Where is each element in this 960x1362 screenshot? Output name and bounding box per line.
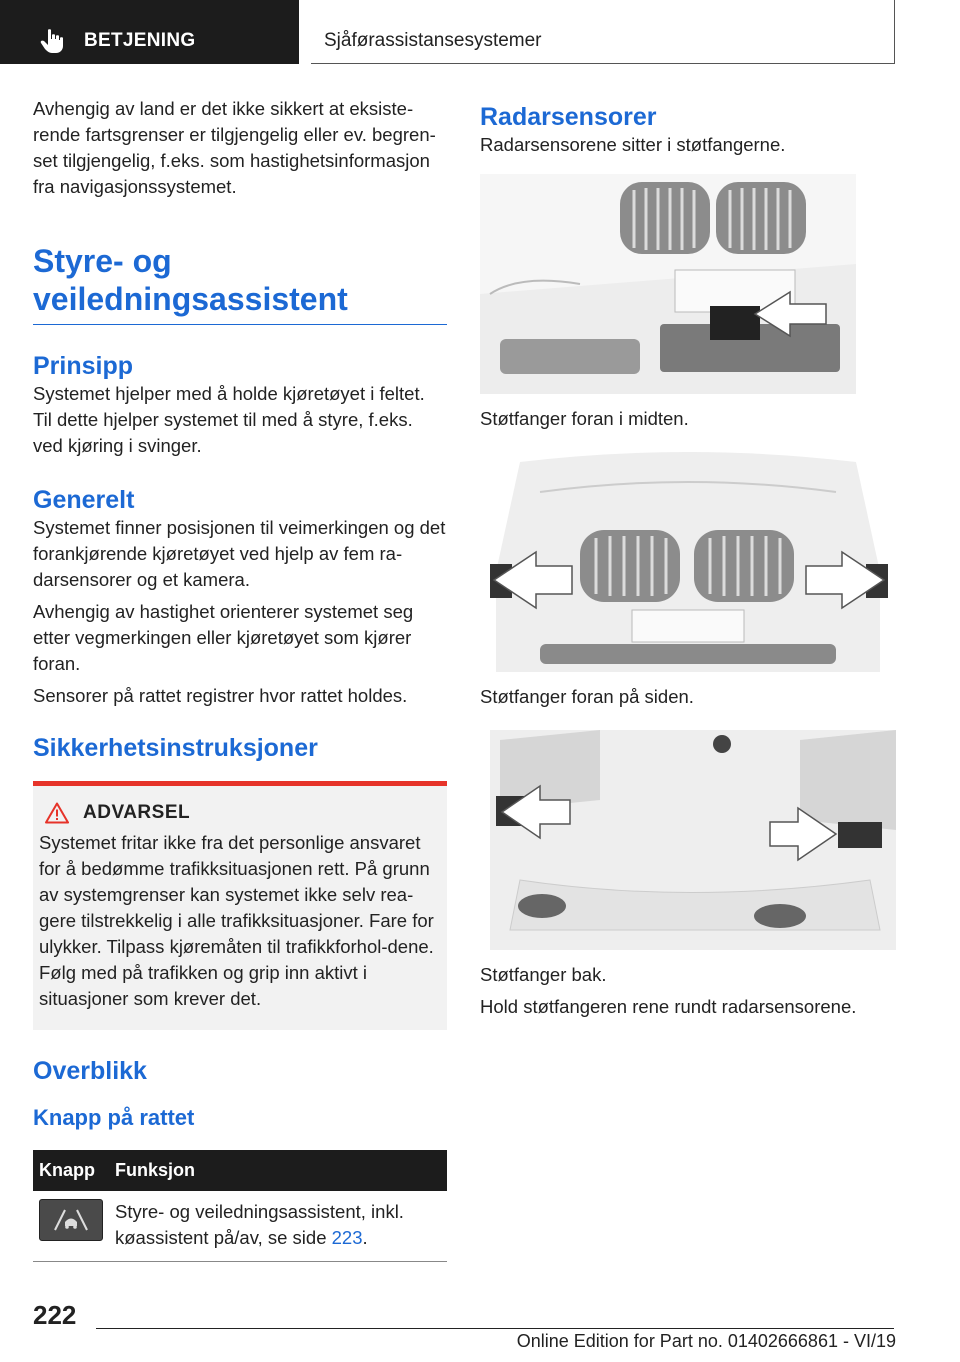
- left-column: [33, 96, 447, 1262]
- footer-rule: [96, 1328, 894, 1329]
- knapp-heading: Knapp på rattet: [33, 1105, 195, 1130]
- warning-title: ADVARSEL: [83, 802, 191, 823]
- table-cell-function: [109, 1191, 447, 1262]
- prinsipp-paragraph: Systemet hjelper med å holde kjøretøyet i feltet. Til dette hjelper systemet til med å styre, f.eks. ved kjøring i svinger.: [33, 383, 425, 456]
- function-text: Styre- og veiledningsassistent, inkl. køassistent på/av, se side: [115, 1201, 404, 1248]
- table-cell-button: [33, 1191, 109, 1262]
- caption-front-center: Støtfanger foran i midten.: [480, 408, 689, 429]
- radar-paragraph: Radarsensorene sitter i støtfangerne.: [480, 134, 786, 155]
- function-text-end: .: [362, 1227, 368, 1248]
- table-row: [33, 1191, 447, 1262]
- chapter-title-line2: veiledningsassistent: [33, 281, 348, 317]
- rear-bumper-image: [480, 730, 896, 950]
- caption-front-side: Støtfanger foran på siden.: [480, 686, 694, 707]
- generelt-paragraph-2: Avhengig av hastighet orienterer systemet seg etter vegmerkingen eller kjøretøyet som kjører foran.: [33, 601, 414, 674]
- generelt-paragraph-3: Sensorer på rattet registrer hvor rattet holdes.: [33, 685, 408, 706]
- chapter-title-line1: Styre- og: [33, 243, 172, 279]
- sikkerhet-heading: Sikkerhetsinstruksjoner: [33, 734, 318, 762]
- right-column: [480, 102, 896, 1020]
- chapter-title: [33, 242, 447, 325]
- table-head-funksjon: Funksjon: [109, 1150, 447, 1191]
- front-center-bumper-image: [480, 174, 856, 394]
- subsection-header: [311, 0, 895, 64]
- section-tab: [0, 0, 299, 64]
- lane-assist-icon: [51, 1206, 91, 1234]
- subsection-title: Sjåførassistansesystemer: [324, 30, 542, 51]
- button-table: [33, 1150, 447, 1262]
- page-link-223[interactable]: 223: [331, 1227, 363, 1248]
- table-header-row: [33, 1150, 447, 1191]
- prinsipp-heading: Prinsipp: [33, 352, 134, 380]
- warning-text: Systemet fritar ikke fra det personlige ansvaret for å bedømme trafikksituasjonen rett. På grunn av systemgrenser kan systemet ikke selv rea-gere tilstrekkelig i alle trafikksituasjoner. Fare for ulykker. Tilpass kjøremåten til trafikkforhol-dene. Følg med på trafikken og grip inn aktivt i situasjoner som krever det.: [39, 832, 434, 1009]
- radar-heading: Radarsensorer: [480, 103, 657, 131]
- final-paragraph: Hold støtfangeren rene rundt radarsensorene.: [480, 996, 857, 1017]
- edition-text: Online Edition for Part no. 01402666861 - VI/19: [516, 1331, 896, 1351]
- hand-icon: [40, 28, 66, 54]
- section-title: BETJENING: [84, 30, 196, 51]
- table-head-knapp: Knapp: [33, 1150, 109, 1191]
- generelt-heading: Generelt: [33, 486, 135, 514]
- warning-box: [33, 781, 447, 1030]
- warning-header: [39, 802, 439, 824]
- caption-rear: Støtfanger bak.: [480, 964, 607, 985]
- overblikk-heading: Overblikk: [33, 1057, 147, 1085]
- steering-assist-button-icon: [39, 1199, 103, 1241]
- generelt-paragraph-1: Systemet finner posisjonen til veimerkingen og det forankjørende kjøretøyet ved hjelp av fem ra-darsensorer og et kamera.: [33, 517, 446, 590]
- intro-paragraph: Avhengig av land er det ikke sikkert at eksiste-rende fartsgrenser er tilgjengelig eller ev. begren-set tilgjengelig, f.eks. som hastighetsinformasjon fra navigasjonssystemet.: [33, 98, 436, 197]
- page-number: 222: [33, 1300, 77, 1330]
- warning-triangle-icon: [45, 802, 69, 824]
- front-side-bumper-image: [480, 452, 896, 672]
